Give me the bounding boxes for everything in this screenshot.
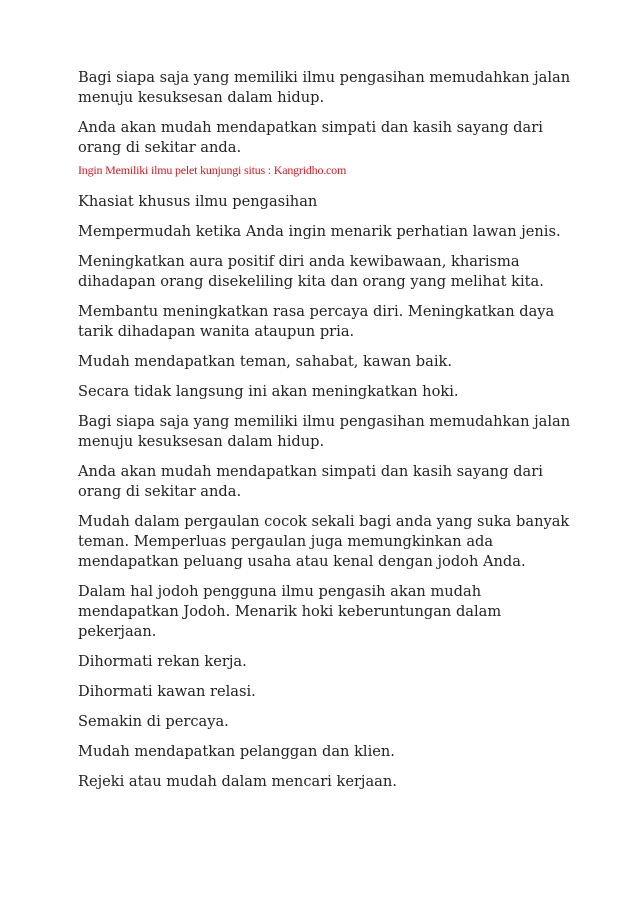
- paragraph-hoki: Secara tidak langsung ini akan meningkatkan hoki.: [78, 383, 459, 400]
- paragraph-rejeki: Rejeki atau mudah dalam mencari kerjaan.: [78, 773, 397, 790]
- section-heading: Khasiat khusus ilmu pengasihan: [78, 193, 318, 210]
- paragraph-pergaulan: Mudah dalam pergaulan cocok sekali bagi anda yang suka banyak teman. Memperluas pergaulan juga memungkinkan ada mendapatkan peluang usaha atau kenal dengan jodoh Anda.: [78, 513, 570, 570]
- paragraph-jodoh: Dalam hal jodoh pengguna ilmu pengasih akan mudah mendapatkan Jodoh. Menarik hoki keberuntungan dalam pekerjaan.: [78, 583, 502, 640]
- paragraph-teman: Mudah mendapatkan teman, sahabat, kawan baik.: [78, 353, 452, 370]
- paragraph-lawan-jenis: Mempermudah ketika Anda ingin menarik perhatian lawan jenis.: [78, 223, 561, 240]
- paragraph-pelanggan: Mudah mendapatkan pelanggan dan klien.: [78, 743, 395, 760]
- paragraph-intro: Bagi siapa saja yang memiliki ilmu pengasihan memudahkan jalan menuju kesuksesan dalam hidup.: [78, 69, 571, 106]
- paragraph-rekan-kerja: Dihormati rekan kerja.: [78, 653, 247, 670]
- paragraph-simpati: Anda akan mudah mendapatkan simpati dan kasih sayang dari orang di sekitar anda.: [78, 119, 543, 156]
- document-body: [78, 68, 578, 802]
- promo-link-text: Ingin Memiliki ilmu pelet kunjungi situs : Kangridho.com: [78, 163, 347, 177]
- paragraph-kawan-relasi: Dihormati kawan relasi.: [78, 683, 256, 700]
- paragraph-aura: Meningkatkan aura positif diri anda kewibawaan, kharisma dihadapan orang disekeliling kita dan orang yang melihat kita.: [78, 253, 544, 290]
- paragraph-dipercaya: Semakin di percaya.: [78, 713, 229, 730]
- paragraph-simpati-repeat: Anda akan mudah mendapatkan simpati dan kasih sayang dari orang di sekitar anda.: [78, 463, 543, 500]
- paragraph-intro-repeat: Bagi siapa saja yang memiliki ilmu pengasihan memudahkan jalan menuju kesuksesan dalam hidup.: [78, 413, 571, 450]
- paragraph-percaya-diri: Membantu meningkatkan rasa percaya diri. Meningkatkan daya tarik dihadapan wanita ataupun pria.: [78, 303, 555, 340]
